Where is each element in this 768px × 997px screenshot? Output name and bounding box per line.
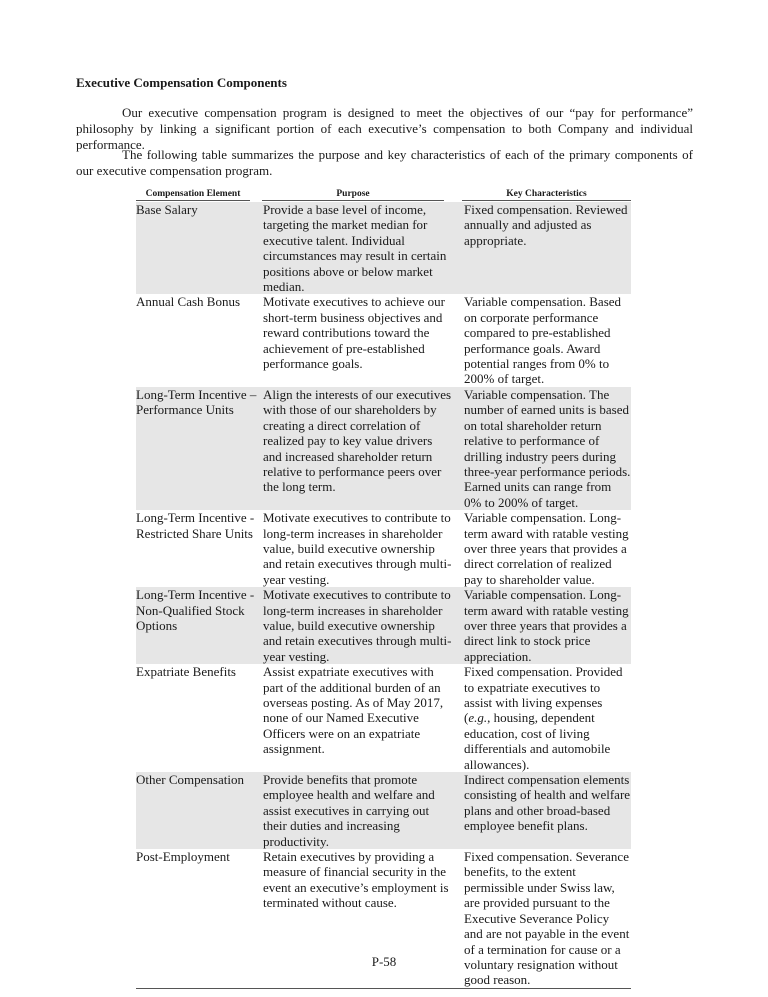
cell-element: Long-Term Incentive – Performance Units: [136, 387, 262, 510]
compensation-components-table: [136, 189, 631, 989]
table-intro-paragraph: The following table summarizes the purpose and key characteristics of each of the primary components of our executive compensation program.: [76, 147, 693, 178]
table-row-base-salary: [136, 202, 631, 294]
cell-purpose: Motivate executives to achieve our short-term business objectives and reward contributions toward the achievement of pre-established performance goals.: [263, 294, 445, 372]
table-row-annual-cash-bonus: [136, 294, 631, 386]
cell-purpose: Retain executives by providing a measure of financial security in the event an executive’s employment is terminated without cause.: [262, 849, 458, 988]
table-row-lti-performance-units: [136, 387, 631, 510]
italic-eg: e.g.: [468, 710, 488, 726]
cell-element: Post-Employment: [136, 849, 262, 988]
table-row-lti-restricted-share-units: [136, 510, 631, 587]
cell-key-characteristics: Indirect compensation elements consisting of health and welfare plans and other broad-based employee benefit plans.: [458, 772, 631, 849]
table-row-expatriate-benefits: [136, 664, 631, 772]
cell-key-characteristics: Fixed compensation. Severance benefits, to the extent permissible under Swiss law, are provided pursuant to the Executive Severance Policy and are not payable in the event of a termination for cause or a voluntary resignation without good reason.: [458, 849, 631, 988]
header-purpose: Purpose: [262, 189, 458, 202]
cell-element: Expatriate Benefits: [136, 664, 236, 680]
cell-key-characteristics: Variable compensation. The number of earned units is based on total shareholder return relative to performance of drilling industry peers during three-year performance periods. Earned units can range from 0% to 200% of target.: [458, 387, 631, 510]
cell-element: Base Salary: [136, 202, 262, 294]
cell-element: Annual Cash Bonus: [136, 294, 240, 310]
cell-element: Long-Term Incentive - Non-Qualified Stock Options: [136, 587, 262, 664]
cell-purpose: Provide benefits that promote employee health and welfare and assist executives in carrying out their duties and increasing productivity.: [262, 772, 458, 849]
cell-purpose: Align the interests of our executives with those of our shareholders by creating a direct correlation of realized pay to key value drivers and increased shareholder return relative to performance peers over the long term.: [262, 387, 458, 510]
cell-key-characteristics: Variable compensation. Long-term award with ratable vesting over three years that provides a direct link to stock price appreciation.: [458, 587, 631, 664]
page-number: P-58: [371, 954, 397, 969]
cell-key-characteristics: Fixed compensation. Provided to expatriate executives to assist with living expenses (e.g., housing, dependent education, cost of living differentials and automobile allowances).: [464, 664, 623, 772]
table-row-other-compensation: [136, 772, 631, 849]
cell-element: Long-Term Incentive - Restricted Share Units: [136, 510, 255, 541]
cell-key-characteristics: Variable compensation. Based on corporate performance compared to pre-established performance goals. Award potential ranges from 0% to 200% of target.: [464, 294, 622, 387]
table-row-lti-non-qualified-stock-options: [136, 587, 631, 664]
cell-purpose: Provide a base level of income, targeting the market median for executive talent. Individual circumstances may result in certain positions above or below market median.: [262, 202, 458, 294]
cell-key-characteristics: Variable compensation. Long-term award with ratable vesting over three years that provides a direct correlation of realized pay to shareholder value.: [464, 510, 629, 587]
cell-purpose: Motivate executives to contribute to long-term increases in shareholder value, build executive ownership and retain executives through multi-year vesting.: [263, 510, 452, 587]
section-title: Executive Compensation Components: [76, 75, 287, 90]
header-key-characteristics: Key Characteristics: [458, 189, 631, 202]
table-header-row: [136, 189, 631, 202]
header-compensation-element: Compensation Element: [136, 189, 262, 202]
intro-paragraph: Our executive compensation program is designed to meet the objectives of our “pay for performance” philosophy by linking a significant portion of each executive’s compensation to both Company and individual performance.: [76, 105, 693, 152]
cell-purpose: Assist expatriate executives with part of the additional burden of an overseas posting. As of May 2017, none of our Named Executive Officers were on an expatriate assignment.: [263, 664, 444, 757]
cell-purpose: Motivate executives to contribute to long-term increases in shareholder value, build executive ownership and retain executives through multi-year vesting.: [262, 587, 458, 664]
cell-key-characteristics: Fixed compensation. Reviewed annually and adjusted as appropriate.: [458, 202, 631, 294]
cell-element: Other Compensation: [136, 772, 262, 849]
